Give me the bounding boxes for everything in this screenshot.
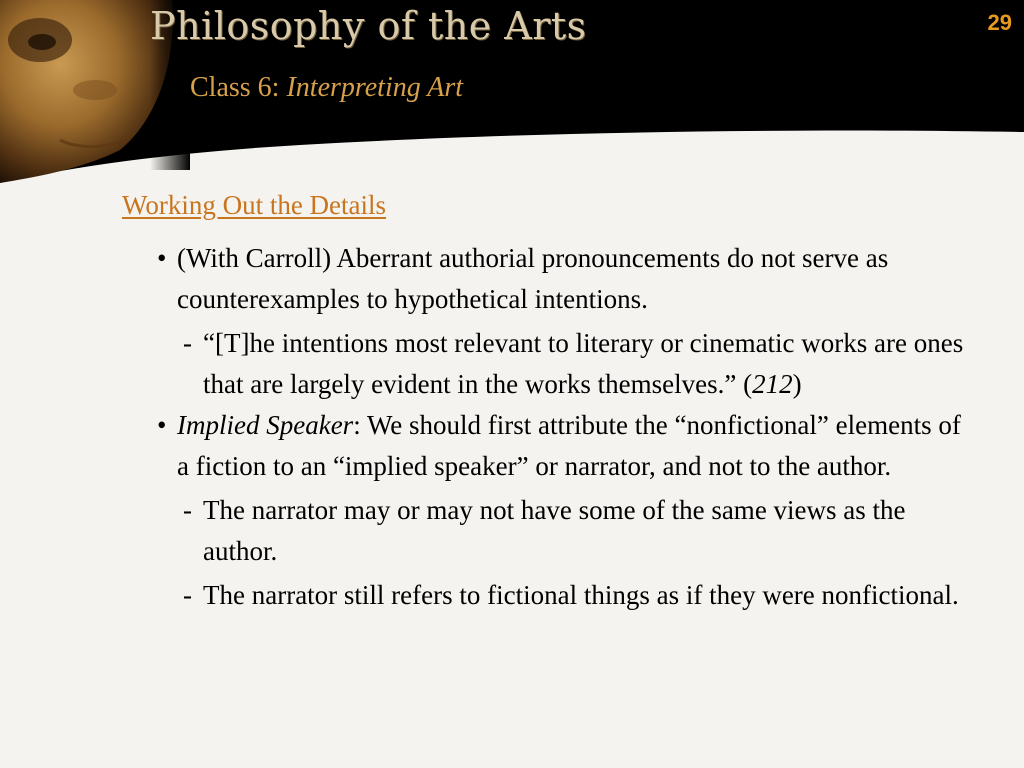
bullet-marker: • [157,410,167,440]
term-implied-speaker: Implied Speaker [177,410,354,440]
slide-header [0,0,1024,185]
subtitle-topic: Interpreting Art [286,72,464,103]
dash-marker: - [183,580,192,610]
bullet-text: (With Carroll) Aberrant authorial pronouncements do not serve as counterexamples to hypothetical intentions. [177,243,889,314]
bullet-marker: • [157,243,167,273]
class-subtitle [190,72,463,104]
section-heading: Working Out the Details [122,190,387,220]
presentation-title: Philosophy of the Arts [150,4,587,48]
sub-bullet-text: The narrator may or may not have some of the same views as the author. [203,495,906,566]
sub-bullet-item [0,490,983,572]
slide-body [0,238,1024,616]
sub-bullet-item [0,575,983,616]
slide-number: 29 [987,10,1012,35]
bullet-item [0,238,977,320]
quote-text: “[T]he intentions most relevant to literary or cinematic works are ones that are largely evident in the works themselves.” ( [203,328,964,399]
dash-marker: - [183,328,192,358]
page-reference: 212 [752,369,793,399]
subtitle-prefix: Class 6: [190,72,287,103]
sub-bullet-item [0,323,983,405]
bullet-item [0,405,977,487]
quote-close: ) [792,369,802,399]
bullet-text: : We should first attribute the “nonfictional” elements of a fiction to an “implied speaker” or narrator, and not to the author. [177,410,961,481]
sub-bullet-text: The narrator still refers to fictional things as if they were nonfictional. [203,580,959,610]
dash-marker: - [183,495,192,525]
